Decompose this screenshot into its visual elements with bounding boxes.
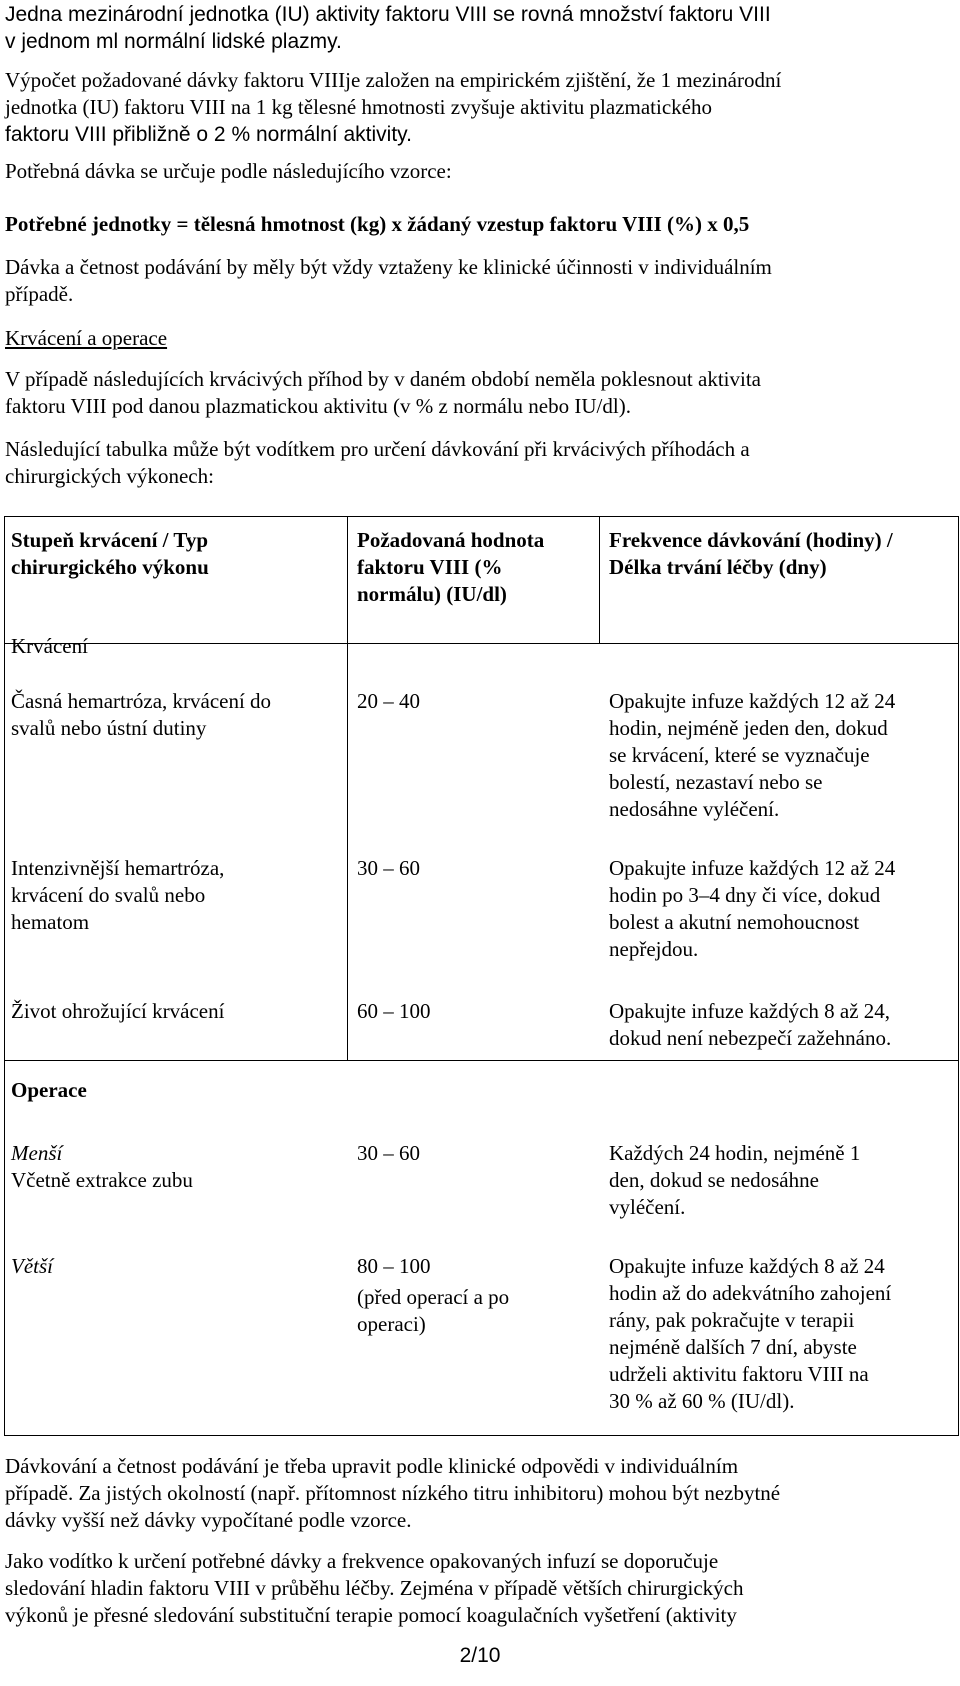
bleeding-row-3-frequency: [609, 998, 954, 1052]
text-line: Potřebné jednotky = tělesná hmotnost (kg) x žádaný vzestup faktoru VIII (%) x 0,5: [5, 212, 750, 236]
text-line: V případě následujících krvácivých příhod by v daném období neměla poklesnout aktivita: [5, 367, 761, 391]
surgery-row-2-frequency: [609, 1253, 954, 1415]
cell-line: 30 – 60: [357, 856, 420, 880]
text-line: sledování hladin faktoru VIII v průběhu léčby. Zejména v případě větších chirurgických: [5, 1576, 744, 1600]
bleeding-row-3-level: [357, 998, 431, 1025]
bleeding-label: [11, 633, 88, 660]
cell-line: hematom: [11, 910, 90, 934]
cell-line: 30 % až 60 % (IU/dl).: [609, 1389, 795, 1413]
bleeding-row-1-type: [11, 688, 341, 742]
cell-line: 20 – 40: [357, 689, 420, 713]
cell-line: Včetně extrakce zubu: [11, 1168, 193, 1192]
text-line: výkonů je přesné sledování substituční terapie pomocí koagulačních vyšetření (aktivity: [5, 1603, 737, 1627]
cell-line: Opakujte infuze každých 12 až 24: [609, 689, 896, 713]
text-line: Potřebná dávka se určuje podle následujícího vzorce:: [5, 159, 452, 183]
header-line: chirurgického výkonu: [11, 555, 209, 579]
cell-line: rány, pak pokračujte v terapii: [609, 1308, 855, 1332]
cell-line: Každých 24 hodin, nejméně 1: [609, 1141, 861, 1165]
text-line: případě.: [5, 282, 74, 306]
cell-line: hodin po 3–4 dny či více, dokud: [609, 883, 881, 907]
cell-line: se krvácení, které se vyznačuje: [609, 743, 870, 767]
surgery-row-1-frequency: [609, 1140, 954, 1221]
cell-line: Intenzivnější hemartróza,: [11, 856, 225, 880]
intro-paragraph-4: [5, 254, 950, 308]
cell-line: Časná hemartróza, krvácení do: [11, 689, 272, 713]
header-line: Stupeň krvácení / Typ: [11, 528, 209, 552]
intro-paragraph-2: [5, 67, 950, 148]
bleeding-row-1-frequency: [609, 688, 954, 823]
text-line: dávky vyšší než dávky vypočítané podle vzorce.: [5, 1508, 412, 1532]
cell-line: nejméně dalších 7 dní, abyste: [609, 1335, 857, 1359]
bleeding-row-2-frequency: [609, 855, 954, 963]
cell-line: Menší: [11, 1141, 63, 1165]
text-line: Výpočet požadované dávky faktoru VIIIje založen na empirickém zjištění, že 1 mezinárodní: [5, 68, 782, 92]
text-line: Jako vodítko k určení potřebné dávky a frekvence opakovaných infuzí se doporučuje: [5, 1549, 719, 1573]
cell-line: nedosáhne vyléčení.: [609, 797, 780, 821]
cell-line: Opakujte infuze každých 12 až 24: [609, 856, 896, 880]
cell-line: dokud není nebezpečí zažehnáno.: [609, 1026, 892, 1050]
dosing-table: [4, 516, 959, 1436]
cell-line: svalů nebo ústní dutiny: [11, 716, 207, 740]
header-bleeding-type: [11, 527, 341, 581]
cell-line: (před operací a po: [357, 1285, 510, 1309]
intro-paragraph-3: [5, 158, 950, 185]
after-paragraph-2: [5, 1548, 950, 1629]
text-line: faktoru VIII pod danou plazmatickou aktivitu (v % z normálu nebo IU/dl).: [5, 394, 631, 418]
text-line: Dávka a četnost podávání by měly být vždy vztaženy ke klinické účinnosti v individuálním: [5, 255, 772, 279]
cell-line: krvácení do svalů nebo: [11, 883, 206, 907]
intro-paragraph-6: [5, 436, 950, 490]
table-divider: [347, 517, 348, 1060]
section-title: [5, 325, 950, 352]
header-frequency: [609, 527, 954, 581]
label-text: Operace: [11, 1078, 87, 1102]
text-line: faktoru VIII přibližně o 2 % normální aktivity.: [5, 123, 412, 146]
cell-line: hodin, nejméně jeden den, dokud: [609, 716, 888, 740]
label-text: Krvácení: [11, 634, 88, 658]
cell-line: den, dokud se nedosáhne: [609, 1168, 819, 1192]
header-required-level: [357, 527, 593, 608]
cell-line: bolestí, nezastaví nebo se: [609, 770, 823, 794]
cell-line: 80 – 100: [357, 1254, 431, 1278]
text-line: chirurgických výkonech:: [5, 464, 214, 488]
header-line: Požadovaná hodnota: [357, 528, 545, 552]
header-line: faktoru VIII (%: [357, 555, 503, 579]
header-line: Délka trvání léčby (dny): [609, 555, 827, 579]
cell-line: 60 – 100: [357, 999, 431, 1023]
surgery-label: [11, 1077, 87, 1104]
text-line: případě. Za jistých okolností (např. přítomnost nízkého titru inhibitoru) mohou být nezbytné: [5, 1481, 781, 1505]
page-number: 2/10: [459, 1644, 501, 1667]
cell-line: 30 – 60: [357, 1141, 420, 1165]
bleeding-row-2-level: [357, 855, 420, 882]
surgery-row-2-type: [11, 1253, 341, 1280]
after-paragraph-1: [5, 1453, 950, 1534]
text-line: jednotka (IU) faktoru VIII na 1 kg tělesné hmotnosti zvyšuje aktivitu plazmatického: [5, 95, 712, 119]
table-divider: [599, 517, 600, 643]
cell-line: operaci): [357, 1312, 426, 1336]
cell-line: Větší: [11, 1254, 53, 1278]
bleeding-row-3-type: [11, 998, 341, 1025]
intro-paragraph-1: [5, 1, 950, 55]
surgery-row-1-type: [11, 1140, 341, 1194]
table-divider: [5, 643, 958, 644]
text-line: v jednom ml normální lidské plazmy.: [5, 30, 342, 53]
intro-paragraph-5: [5, 366, 950, 420]
cell-line: Opakujte infuze každých 8 až 24,: [609, 999, 891, 1023]
surgery-row-1-level: [357, 1140, 420, 1167]
header-line: normálu) (IU/dl): [357, 582, 507, 606]
cell-line: Život ohrožující krvácení: [11, 999, 225, 1023]
cell-line: bolest a akutní nemohoucnost: [609, 910, 860, 934]
section-title-text: Krvácení a operace: [5, 326, 168, 350]
text-line: Následující tabulka může být vodítkem pro určení dávkování při krvácivých příhodách a: [5, 437, 750, 461]
cell-line: vyléčení.: [609, 1195, 686, 1219]
table-divider: [5, 1060, 958, 1061]
dose-formula: [5, 211, 950, 238]
bleeding-row-2-type: [11, 855, 341, 936]
cell-line: udrželi aktivitu faktoru VIII na: [609, 1362, 869, 1386]
cell-line: nepřejdou.: [609, 937, 699, 961]
text-line: Dávkování a četnost podávání je třeba upravit podle klinické odpovědi v individuálním: [5, 1454, 739, 1478]
cell-line: Opakujte infuze každých 8 až 24: [609, 1254, 885, 1278]
surgery-row-2-level: [357, 1253, 593, 1338]
text-line: Jedna mezinárodní jednotka (IU) aktivity faktoru VIII se rovná množství faktoru VIII: [5, 3, 771, 26]
bleeding-row-1-level: [357, 688, 420, 715]
header-line: Frekvence dávkování (hodiny) /: [609, 528, 893, 552]
cell-line: hodin až do adekvátního zahojení: [609, 1281, 892, 1305]
